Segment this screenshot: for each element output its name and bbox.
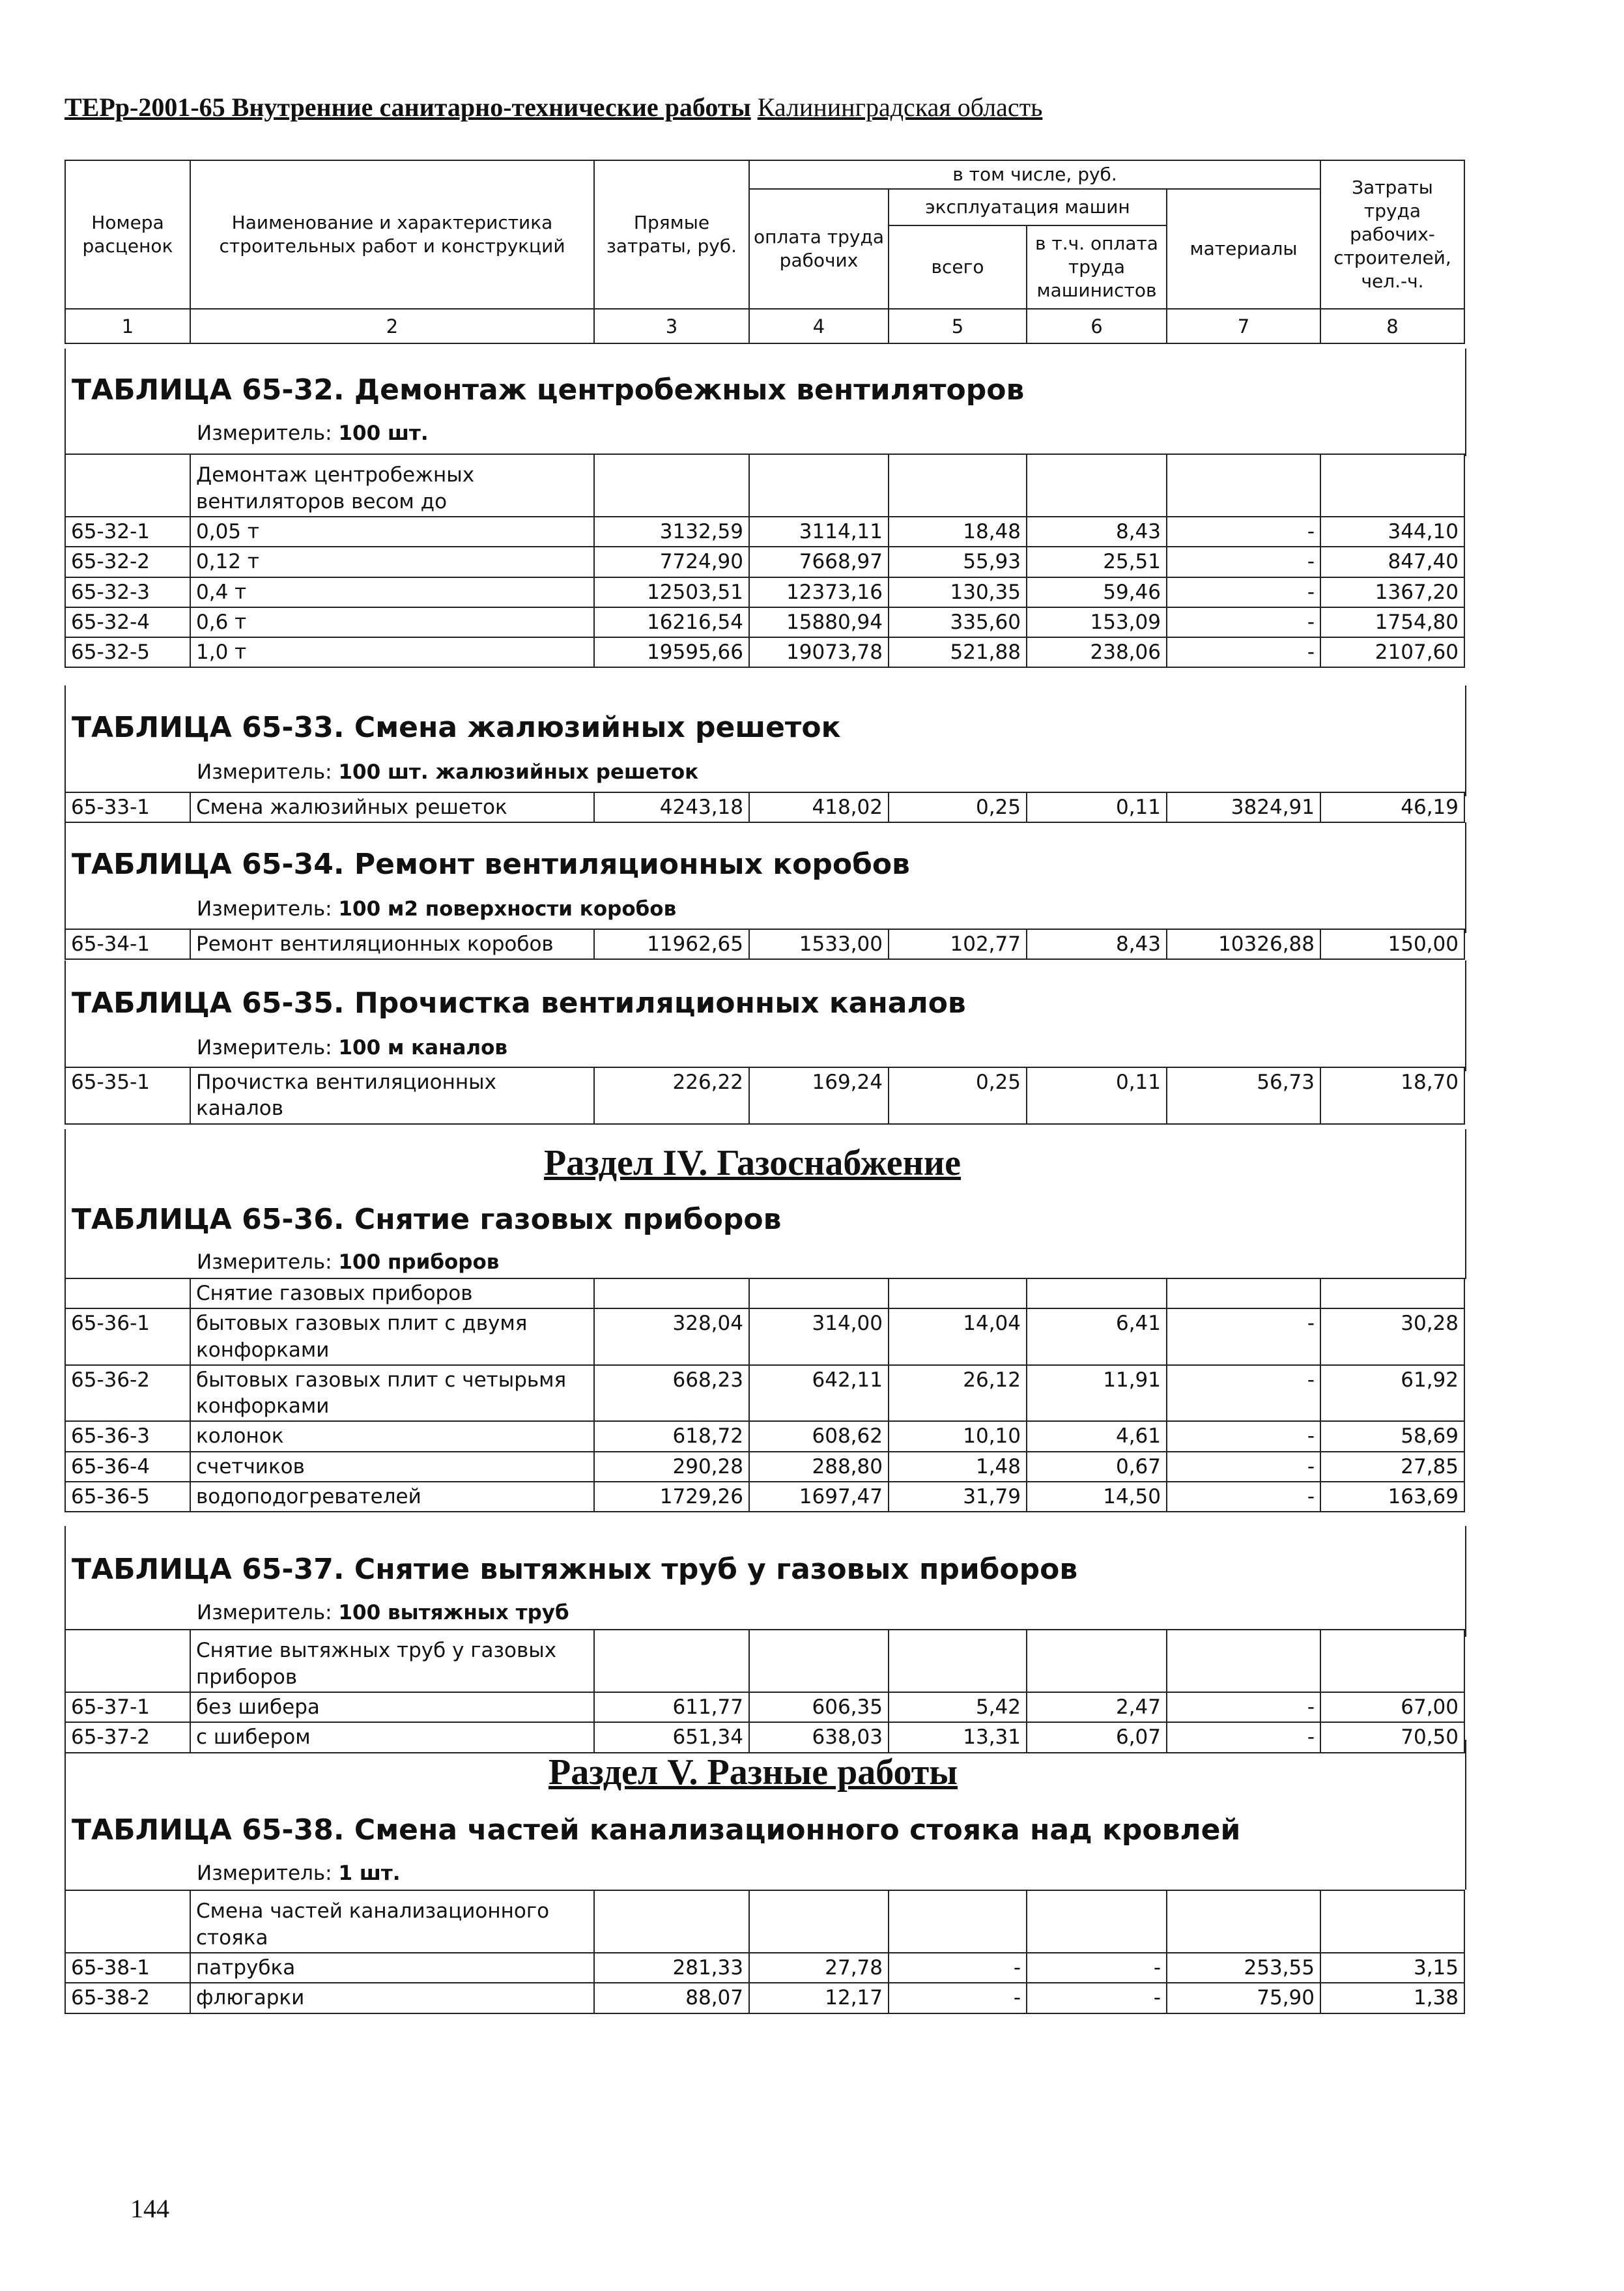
rate-code: 65-33-1 <box>65 792 190 822</box>
table-65-35-title: ТАБЛИЦА 65-35. Прочистка вентиляционных каналов <box>72 987 966 1020</box>
rate-code: 65-32-4 <box>65 607 190 637</box>
work-name: без шибера <box>190 1692 594 1722</box>
empty-cell <box>1320 454 1464 517</box>
machine-total: 0,25 <box>889 1067 1027 1124</box>
machinist-wages: 4,61 <box>1027 1421 1167 1451</box>
table-row <box>65 637 1464 667</box>
materials: - <box>1167 1452 1320 1482</box>
unit-label: Измеритель: <box>197 1862 332 1885</box>
wages: 12,17 <box>749 1983 889 2013</box>
direct-costs: 611,77 <box>594 1692 749 1722</box>
wages: 606,35 <box>749 1692 889 1722</box>
rate-code: 65-37-1 <box>65 1692 190 1722</box>
machinist-wages: - <box>1027 1983 1167 2013</box>
materials: - <box>1167 1722 1320 1752</box>
column-number: 8 <box>1320 309 1464 343</box>
materials: - <box>1167 577 1320 607</box>
direct-costs: 618,72 <box>594 1421 749 1451</box>
work-name: счетчиков <box>190 1452 594 1482</box>
labor-costs: 150,00 <box>1320 929 1464 959</box>
rate-code: 65-36-3 <box>65 1421 190 1451</box>
work-name: Ремонт вентиляционных коробов <box>190 929 594 959</box>
header-materials: материалы <box>1167 189 1320 309</box>
document-title-code: ТЕРр-2001-65 Внутренние санитарно-технические работы <box>64 93 751 122</box>
wages: 418,02 <box>749 792 889 822</box>
materials: - <box>1167 1308 1320 1365</box>
table-65-37-unit <box>197 1603 569 1623</box>
labor-costs: 847,40 <box>1320 547 1464 577</box>
materials: - <box>1167 1692 1320 1722</box>
empty-cell <box>1320 1630 1464 1692</box>
machinist-wages: - <box>1027 1953 1167 1983</box>
work-name: Прочистка вентиляционных каналов <box>190 1067 594 1124</box>
machine-total: 130,35 <box>889 577 1027 607</box>
machine-total: 14,04 <box>889 1308 1027 1365</box>
rate-code: 65-32-3 <box>65 577 190 607</box>
empty-cell <box>1167 454 1320 517</box>
table-65-37 <box>64 1629 1465 1753</box>
work-name: бытовых газовых плит с четырьмя конфорками <box>190 1365 594 1422</box>
document-title <box>64 94 1042 121</box>
empty-cell <box>1027 454 1167 517</box>
group-label: Снятие вытяжных труб у газовых приборов <box>190 1630 594 1692</box>
table-65-33-unit <box>197 762 698 783</box>
direct-costs: 88,07 <box>594 1983 749 2013</box>
page-number: 144 <box>130 2194 169 2223</box>
labor-costs: 61,92 <box>1320 1365 1464 1422</box>
machinist-wages: 0,11 <box>1027 792 1167 822</box>
rate-code: 65-36-4 <box>65 1452 190 1482</box>
materials: - <box>1167 1365 1320 1422</box>
materials: - <box>1167 637 1320 667</box>
group-number-cell <box>65 454 190 517</box>
materials: - <box>1167 517 1320 547</box>
labor-costs: 344,10 <box>1320 517 1464 547</box>
direct-costs: 281,33 <box>594 1953 749 1983</box>
empty-cell <box>1027 1278 1167 1308</box>
machinist-wages: 11,91 <box>1027 1365 1167 1422</box>
work-name: с шибером <box>190 1722 594 1752</box>
direct-costs: 328,04 <box>594 1308 749 1365</box>
table-65-32-unit <box>197 424 429 444</box>
unit-label: Измеритель: <box>197 1601 332 1624</box>
direct-costs: 4243,18 <box>594 792 749 822</box>
direct-costs: 226,22 <box>594 1067 749 1124</box>
table-65-34-title: ТАБЛИЦА 65-34. Ремонт вентиляционных коробов <box>72 848 910 881</box>
table-65-36 <box>64 1278 1465 1512</box>
direct-costs: 3132,59 <box>594 517 749 547</box>
rate-code: 65-36-1 <box>65 1308 190 1365</box>
machinist-wages: 59,46 <box>1027 577 1167 607</box>
empty-cell <box>1320 1278 1464 1308</box>
work-name: 0,05 т <box>190 517 594 547</box>
table-row <box>65 1692 1464 1722</box>
unit-value: 100 приборов <box>338 1250 500 1274</box>
header-machine-total: всего <box>889 225 1027 309</box>
group-number-cell <box>65 1278 190 1308</box>
empty-cell <box>749 454 889 517</box>
rate-code: 65-38-2 <box>65 1983 190 2013</box>
table-65-35 <box>64 1067 1465 1125</box>
group-label: Смена частей канализационного стояка <box>190 1890 594 1953</box>
table-65-37-title: ТАБЛИЦА 65-37. Снятие вытяжных труб у газовых приборов <box>72 1553 1078 1586</box>
column-number: 5 <box>889 309 1027 343</box>
labor-costs: 1367,20 <box>1320 577 1464 607</box>
group-label: Снятие газовых приборов <box>190 1278 594 1308</box>
labor-costs: 1,38 <box>1320 1983 1464 2013</box>
table-65-33 <box>64 792 1465 823</box>
column-number: 3 <box>594 309 749 343</box>
part-5-title: Раздел V. Разные работы <box>548 1752 958 1793</box>
machine-total: 102,77 <box>889 929 1027 959</box>
machinist-wages: 6,41 <box>1027 1308 1167 1365</box>
rate-code: 65-37-2 <box>65 1722 190 1752</box>
machine-total: 13,31 <box>889 1722 1027 1752</box>
header-machinist-wages: в т.ч. оплата труда машинистов <box>1027 225 1167 309</box>
materials: 56,73 <box>1167 1067 1320 1124</box>
work-name: флюгарки <box>190 1983 594 2013</box>
unit-value: 100 м каналов <box>338 1036 508 1059</box>
direct-costs: 19595,66 <box>594 637 749 667</box>
wages: 3114,11 <box>749 517 889 547</box>
labor-costs: 58,69 <box>1320 1421 1464 1451</box>
rate-code: 65-38-1 <box>65 1953 190 1983</box>
unit-label: Измеритель: <box>197 897 332 921</box>
unit-label: Измеритель: <box>197 1250 332 1274</box>
machine-total: 521,88 <box>889 637 1027 667</box>
labor-costs: 46,19 <box>1320 792 1464 822</box>
labor-costs: 18,70 <box>1320 1067 1464 1124</box>
materials: - <box>1167 547 1320 577</box>
work-name: колонок <box>190 1421 594 1451</box>
materials: 75,90 <box>1167 1983 1320 2013</box>
machine-total: 10,10 <box>889 1421 1027 1451</box>
machine-total: - <box>889 1953 1027 1983</box>
table-row <box>65 929 1464 959</box>
table-65-36-unit <box>197 1252 499 1273</box>
labor-costs: 1754,80 <box>1320 607 1464 637</box>
header-including: в том числе, руб. <box>749 160 1320 189</box>
table-row <box>65 1482 1464 1512</box>
machinist-wages: 153,09 <box>1027 607 1167 637</box>
machinist-wages: 14,50 <box>1027 1482 1167 1512</box>
rate-code: 65-35-1 <box>65 1067 190 1124</box>
machinist-wages: 25,51 <box>1027 547 1167 577</box>
table-65-34 <box>64 929 1465 960</box>
machinist-wages: 6,07 <box>1027 1722 1167 1752</box>
unit-value: 1 шт. <box>338 1862 401 1885</box>
column-number: 4 <box>749 309 889 343</box>
empty-cell <box>889 454 1027 517</box>
wages: 314,00 <box>749 1308 889 1365</box>
table-row <box>65 1067 1464 1124</box>
materials: - <box>1167 1482 1320 1512</box>
header-machine-operation: эксплуатация машин <box>889 189 1167 225</box>
table-row <box>65 1452 1464 1482</box>
group-label: Демонтаж центробежных вентиляторов весом до <box>190 454 594 517</box>
document-title-region: Калининградская область <box>757 93 1043 122</box>
wages: 642,11 <box>749 1365 889 1422</box>
table-65-34-unit <box>197 899 676 919</box>
column-number: 6 <box>1027 309 1167 343</box>
machine-total: 18,48 <box>889 517 1027 547</box>
direct-costs: 7724,90 <box>594 547 749 577</box>
wages: 12373,16 <box>749 577 889 607</box>
machine-total: 0,25 <box>889 792 1027 822</box>
header-labor-costs: Затраты труда рабочих-строителей, чел.-ч. <box>1320 160 1464 309</box>
column-header-table <box>64 160 1465 344</box>
empty-cell <box>889 1630 1027 1692</box>
labor-costs: 3,15 <box>1320 1953 1464 1983</box>
empty-cell <box>1167 1630 1320 1692</box>
work-name: патрубка <box>190 1953 594 1983</box>
rate-code: 65-32-5 <box>65 637 190 667</box>
part-4-title: Раздел IV. Газоснабжение <box>544 1143 962 1183</box>
materials: 253,55 <box>1167 1953 1320 1983</box>
table-row <box>65 1421 1464 1451</box>
machinist-wages: 8,43 <box>1027 929 1167 959</box>
labor-costs: 163,69 <box>1320 1482 1464 1512</box>
table-row <box>65 607 1464 637</box>
table-row <box>65 1983 1464 2013</box>
table-row <box>65 577 1464 607</box>
direct-costs: 651,34 <box>594 1722 749 1752</box>
unit-value: 100 м2 поверхности коробов <box>338 897 677 921</box>
table-row <box>65 1308 1464 1365</box>
machine-total: 1,48 <box>889 1452 1027 1482</box>
unit-value: 100 вытяжных труб <box>338 1601 569 1624</box>
labor-costs: 2107,60 <box>1320 637 1464 667</box>
wages: 1533,00 <box>749 929 889 959</box>
materials: 10326,88 <box>1167 929 1320 959</box>
work-name: водоподогревателей <box>190 1482 594 1512</box>
empty-cell <box>1167 1278 1320 1308</box>
work-name: 0,4 т <box>190 577 594 607</box>
rate-code: 65-36-2 <box>65 1365 190 1422</box>
direct-costs: 16216,54 <box>594 607 749 637</box>
wages: 288,80 <box>749 1452 889 1482</box>
direct-costs: 11962,65 <box>594 929 749 959</box>
header-direct-costs: Прямые затраты, руб. <box>594 160 749 309</box>
wages: 27,78 <box>749 1953 889 1983</box>
empty-cell <box>1027 1890 1167 1953</box>
table-row <box>65 1953 1464 1983</box>
machinist-wages: 0,11 <box>1027 1067 1167 1124</box>
machine-total: 26,12 <box>889 1365 1027 1422</box>
materials: 3824,91 <box>1167 792 1320 822</box>
empty-cell <box>594 1630 749 1692</box>
rate-code: 65-34-1 <box>65 929 190 959</box>
empty-cell <box>749 1890 889 1953</box>
table-65-35-unit <box>197 1038 507 1058</box>
table-65-32-title: ТАБЛИЦА 65-32. Демонтаж центробежных вентиляторов <box>72 373 1025 407</box>
table-65-38-title: ТАБЛИЦА 65-38. Смена частей канализационного стояка над кровлей <box>72 1813 1241 1847</box>
unit-label: Измеритель: <box>197 760 332 784</box>
group-number-cell <box>65 1630 190 1692</box>
column-number: 2 <box>190 309 594 343</box>
machine-total: 335,60 <box>889 607 1027 637</box>
materials: - <box>1167 1421 1320 1451</box>
empty-cell <box>1320 1890 1464 1953</box>
unit-value: 100 шт. жалюзийных решеток <box>338 760 699 784</box>
table-65-32 <box>64 454 1465 668</box>
empty-cell <box>749 1278 889 1308</box>
machinist-wages: 2,47 <box>1027 1692 1167 1722</box>
group-number-cell <box>65 1890 190 1953</box>
direct-costs: 668,23 <box>594 1365 749 1422</box>
table-row <box>65 517 1464 547</box>
direct-costs: 290,28 <box>594 1452 749 1482</box>
wages: 1697,47 <box>749 1482 889 1512</box>
machine-total: 31,79 <box>889 1482 1027 1512</box>
rate-code: 65-32-2 <box>65 547 190 577</box>
labor-costs: 67,00 <box>1320 1692 1464 1722</box>
empty-cell <box>1167 1890 1320 1953</box>
labor-costs: 30,28 <box>1320 1308 1464 1365</box>
empty-cell <box>889 1890 1027 1953</box>
unit-label: Измеритель: <box>197 422 332 445</box>
machinist-wages: 0,67 <box>1027 1452 1167 1482</box>
wages: 19073,78 <box>749 637 889 667</box>
column-number: 7 <box>1167 309 1320 343</box>
table-65-38 <box>64 1890 1465 2014</box>
machinist-wages: 238,06 <box>1027 637 1167 667</box>
materials: - <box>1167 607 1320 637</box>
table-row <box>65 547 1464 577</box>
wages: 169,24 <box>749 1067 889 1124</box>
work-name: бытовых газовых плит с двумя конфорками <box>190 1308 594 1365</box>
unit-value: 100 шт. <box>338 422 429 445</box>
table-row <box>65 1365 1464 1422</box>
machine-total: - <box>889 1983 1027 2013</box>
wages: 638,03 <box>749 1722 889 1752</box>
unit-label: Измеритель: <box>197 1036 332 1059</box>
table-row <box>65 792 1464 822</box>
header-name: Наименование и характеристика строительных работ и конструкций <box>190 160 594 309</box>
rate-code: 65-36-5 <box>65 1482 190 1512</box>
labor-costs: 27,85 <box>1320 1452 1464 1482</box>
empty-cell <box>594 1278 749 1308</box>
machinist-wages: 8,43 <box>1027 517 1167 547</box>
wages: 7668,97 <box>749 547 889 577</box>
direct-costs: 1729,26 <box>594 1482 749 1512</box>
work-name: 0,6 т <box>190 607 594 637</box>
work-name: 0,12 т <box>190 547 594 577</box>
wages: 608,62 <box>749 1421 889 1451</box>
header-number: Номера расценок <box>65 160 190 309</box>
machine-total: 5,42 <box>889 1692 1027 1722</box>
rate-code: 65-32-1 <box>65 517 190 547</box>
work-name: 1,0 т <box>190 637 594 667</box>
column-number: 1 <box>65 309 190 343</box>
wages: 15880,94 <box>749 607 889 637</box>
labor-costs: 70,50 <box>1320 1722 1464 1752</box>
empty-cell <box>749 1630 889 1692</box>
machine-total: 55,93 <box>889 547 1027 577</box>
table-65-33-title: ТАБЛИЦА 65-33. Смена жалюзийных решеток <box>72 711 841 744</box>
empty-cell <box>594 454 749 517</box>
empty-cell <box>1027 1630 1167 1692</box>
empty-cell <box>594 1890 749 1953</box>
table-65-38-unit <box>197 1864 401 1884</box>
table-65-36-title: ТАБЛИЦА 65-36. Снятие газовых приборов <box>72 1203 782 1236</box>
empty-cell <box>889 1278 1027 1308</box>
header-wages: оплата труда рабочих <box>749 189 889 309</box>
direct-costs: 12503,51 <box>594 577 749 607</box>
work-name: Смена жалюзийных решеток <box>190 792 594 822</box>
